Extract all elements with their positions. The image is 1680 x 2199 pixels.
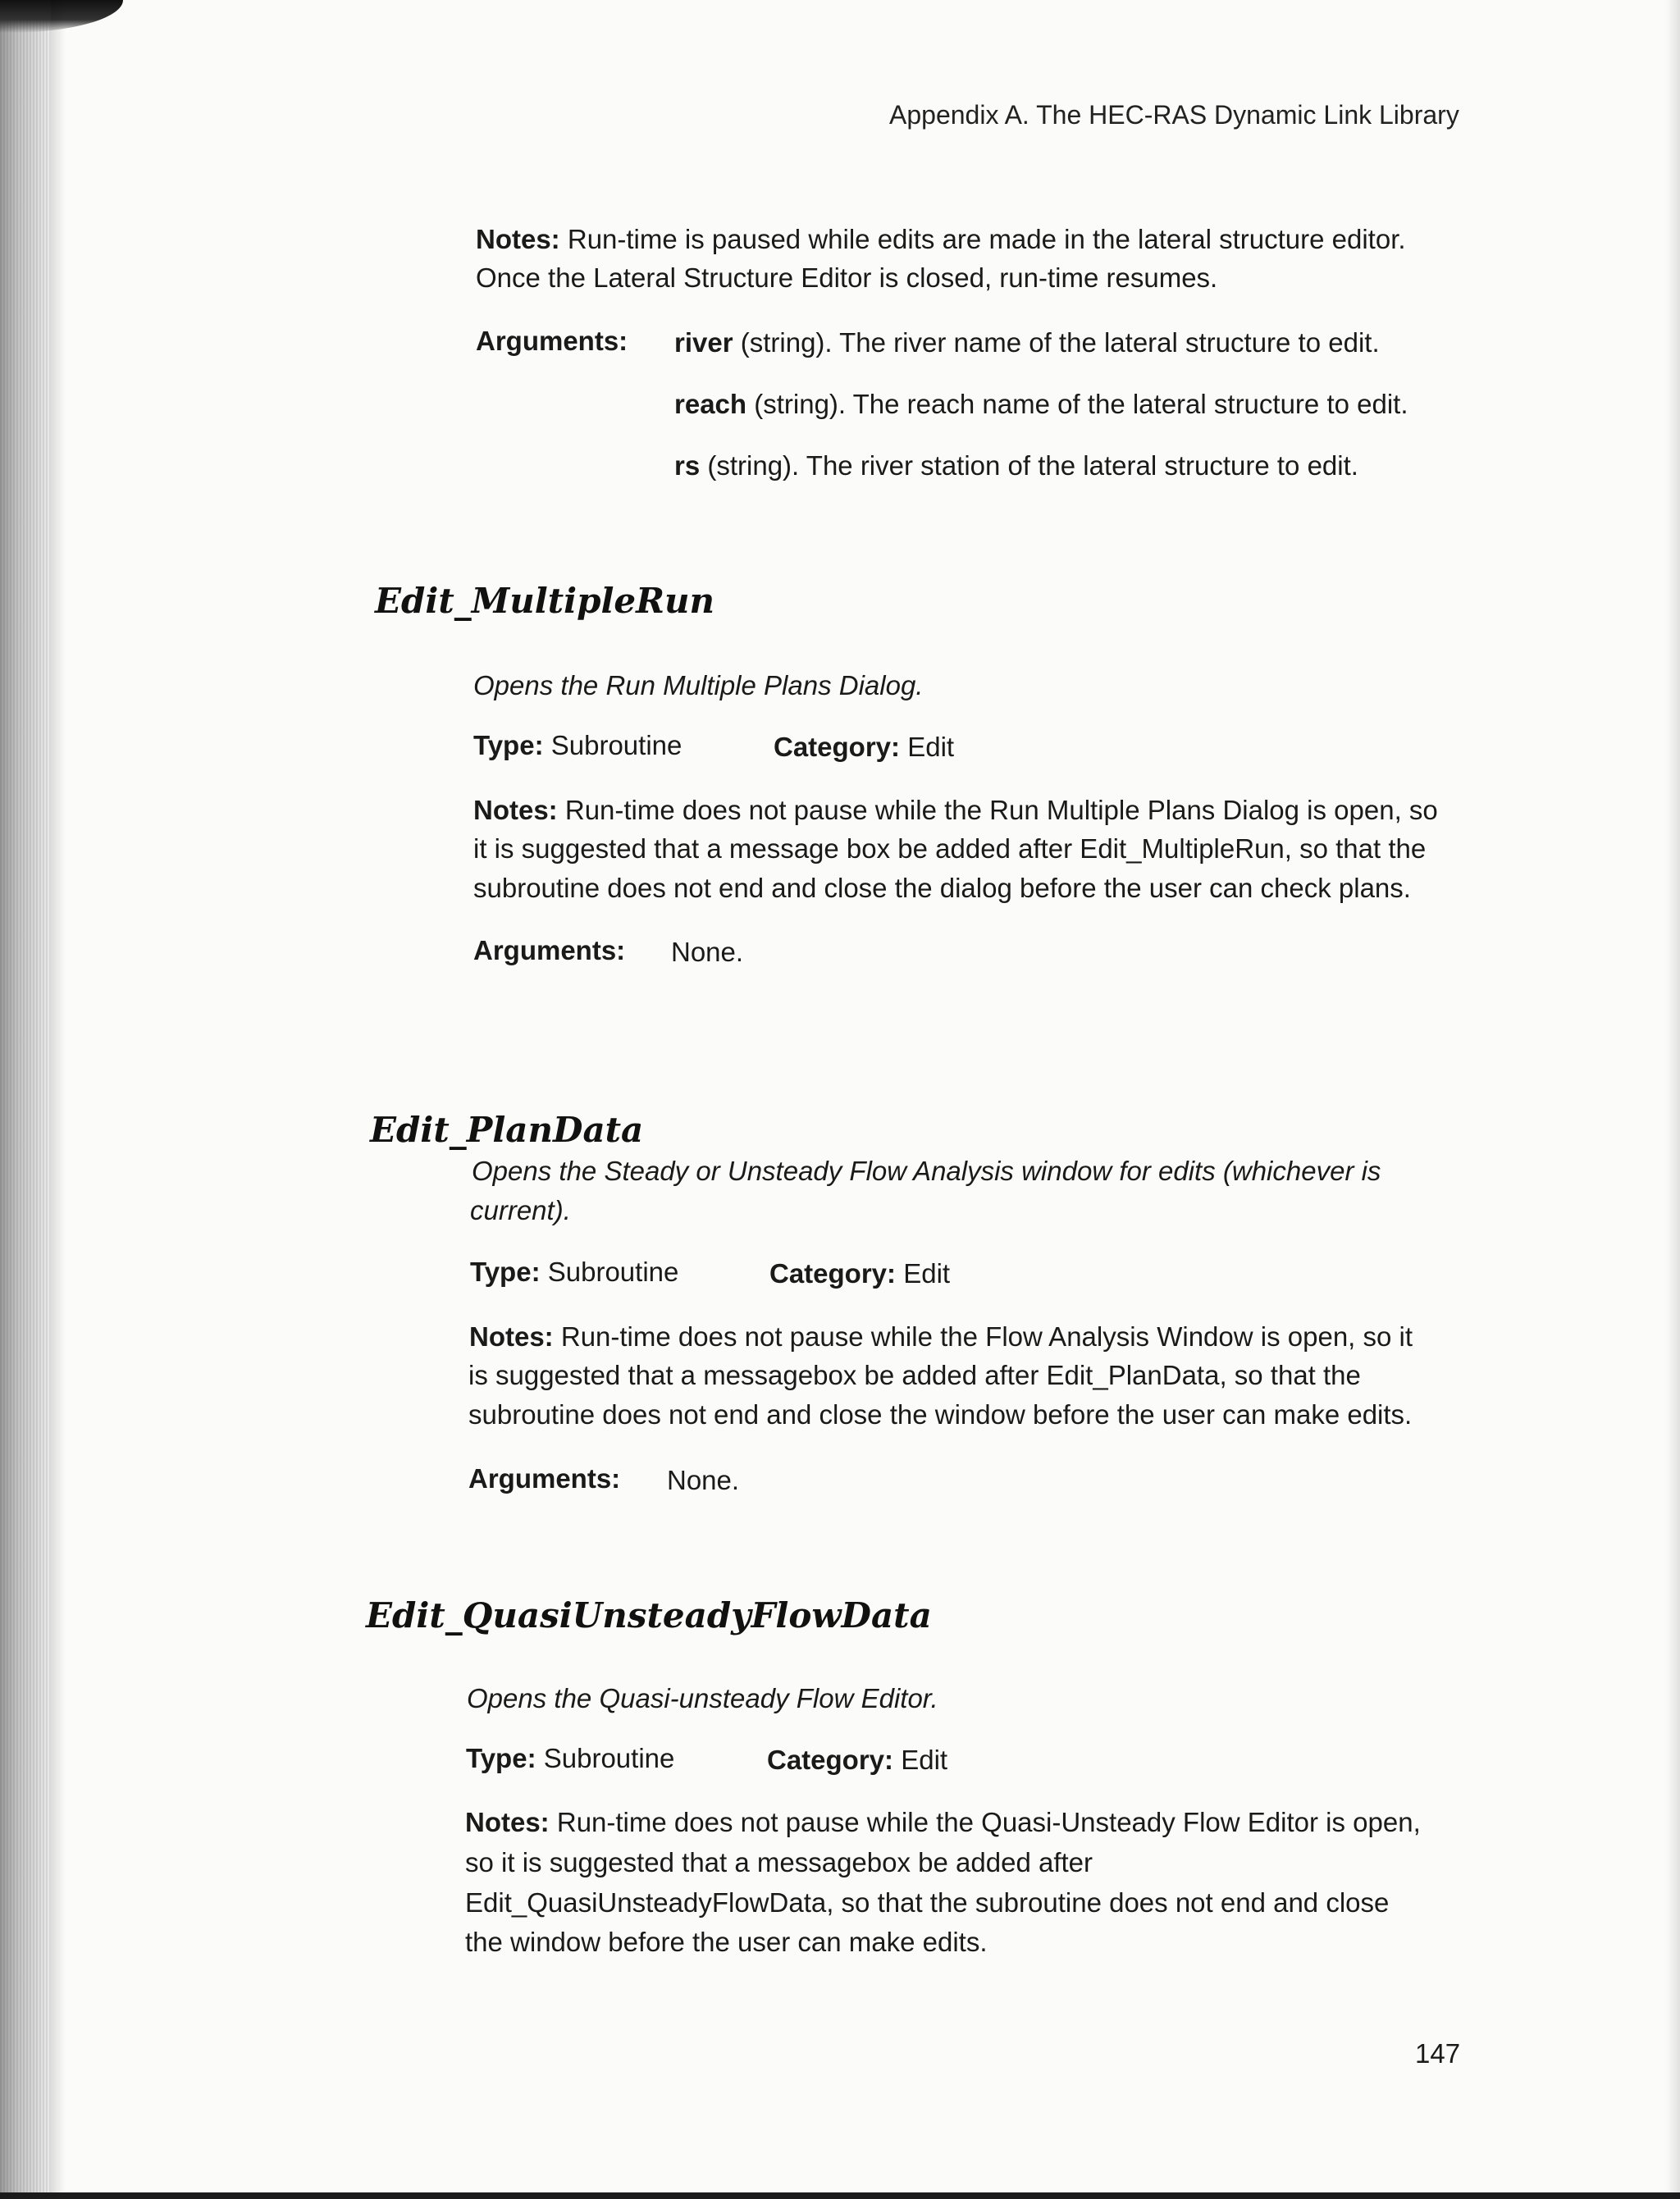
notes-label: Notes: — [473, 795, 558, 825]
section-heading-multiple-run: Edit_MultipleRun — [375, 581, 715, 621]
notes-text: Run-time is paused while edits are made in the lateral structure editor. — [567, 224, 1406, 254]
argument-reach — [674, 387, 1408, 421]
gutter-shadow — [51, 0, 66, 2199]
argument-name: rs — [674, 450, 701, 481]
plan-data-category: Category: Edit — [769, 1258, 951, 1289]
argument-desc: (string). The river name of the lateral structure to edit. — [740, 327, 1380, 358]
plan-data-notes-line-2: is suggested that a messagebox be added after Edit_PlanData, so that the — [468, 1360, 1361, 1390]
binding-gutter — [0, 0, 51, 2199]
argument-desc: (string). The river station of the lateral structure to edit. — [707, 450, 1358, 481]
argument-name: reach — [674, 389, 747, 419]
argument-name: river — [674, 327, 733, 358]
lateral-arguments-label: Arguments: — [476, 326, 628, 356]
quasi-unsteady-description: Opens the Quasi-unsteady Flow Editor. — [467, 1683, 938, 1713]
quasi-unsteady-notes-line-3: Edit_QuasiUnsteadyFlowData, so that the subroutine does not end and close — [465, 1887, 1390, 1918]
argument-rs — [674, 449, 1358, 482]
notes-label: Notes: — [469, 1321, 554, 1352]
plan-data-notes-line-3: subroutine does not end and close the window before the user can make edits. — [468, 1399, 1413, 1430]
plan-data-description-line-1: Opens the Steady or Unsteady Flow Analysis window for edits (whichever is — [472, 1156, 1381, 1186]
running-header: Appendix A. The HEC-RAS Dynamic Link Library — [889, 100, 1459, 130]
quasi-unsteady-notes-line-1: Notes: Run-time does not pause while the Quasi-Unsteady Flow Editor is open, — [465, 1807, 1421, 1837]
plan-data-type: Type: Subroutine — [470, 1257, 679, 1287]
multiple-run-notes-line-1: Notes: Run-time does not pause while the Run Multiple Plans Dialog is open, so — [473, 795, 1438, 825]
multiple-run-notes-line-2: it is suggested that a message box be added after Edit_MultipleRun, so that the — [473, 833, 1427, 864]
section-heading-plan-data: Edit_PlanData — [370, 1110, 644, 1150]
lateral-notes-line-1 — [476, 222, 1406, 256]
argument-desc: (string). The reach name of the lateral structure to edit. — [754, 389, 1408, 419]
plan-data-description-line-2: current). — [470, 1195, 571, 1225]
quasi-unsteady-notes-line-2: so it is suggested that a messagebox be added after — [465, 1847, 1093, 1877]
quasi-unsteady-type: Type: Subroutine — [466, 1743, 675, 1773]
quasi-unsteady-category: Category: Edit — [767, 1745, 948, 1775]
section-heading-quasi-unsteady: Edit_QuasiUnsteadyFlowData — [366, 1595, 932, 1636]
right-edge-shadow — [1665, 0, 1680, 2199]
quasi-unsteady-notes-line-4: the window before the user can make edits. — [465, 1927, 988, 1957]
multiple-run-arguments-value: None. — [671, 937, 744, 967]
multiple-run-notes-line-3: subroutine does not end and close the dialog before the user can check plans. — [473, 873, 1411, 903]
page-number: 147 — [1415, 2038, 1461, 2069]
lateral-notes-line-2: Once the Lateral Structure Editor is closed, run-time resumes. — [476, 262, 1218, 293]
notes-label: Notes: — [476, 224, 560, 254]
multiple-run-category: Category: Edit — [774, 732, 955, 762]
plan-data-arguments-value: None. — [667, 1465, 740, 1495]
argument-river — [674, 326, 1380, 359]
plan-data-arguments-label: Arguments: — [468, 1463, 621, 1494]
bottom-edge-shadow — [0, 2192, 1680, 2199]
multiple-run-type: Type: Subroutine — [473, 730, 682, 760]
notes-label: Notes: — [465, 1807, 550, 1837]
plan-data-notes-line-1: Notes: Run-time does not pause while the Flow Analysis Window is open, so it — [469, 1321, 1413, 1352]
multiple-run-arguments-label: Arguments: — [473, 935, 626, 965]
multiple-run-description: Opens the Run Multiple Plans Dialog. — [473, 670, 924, 700]
